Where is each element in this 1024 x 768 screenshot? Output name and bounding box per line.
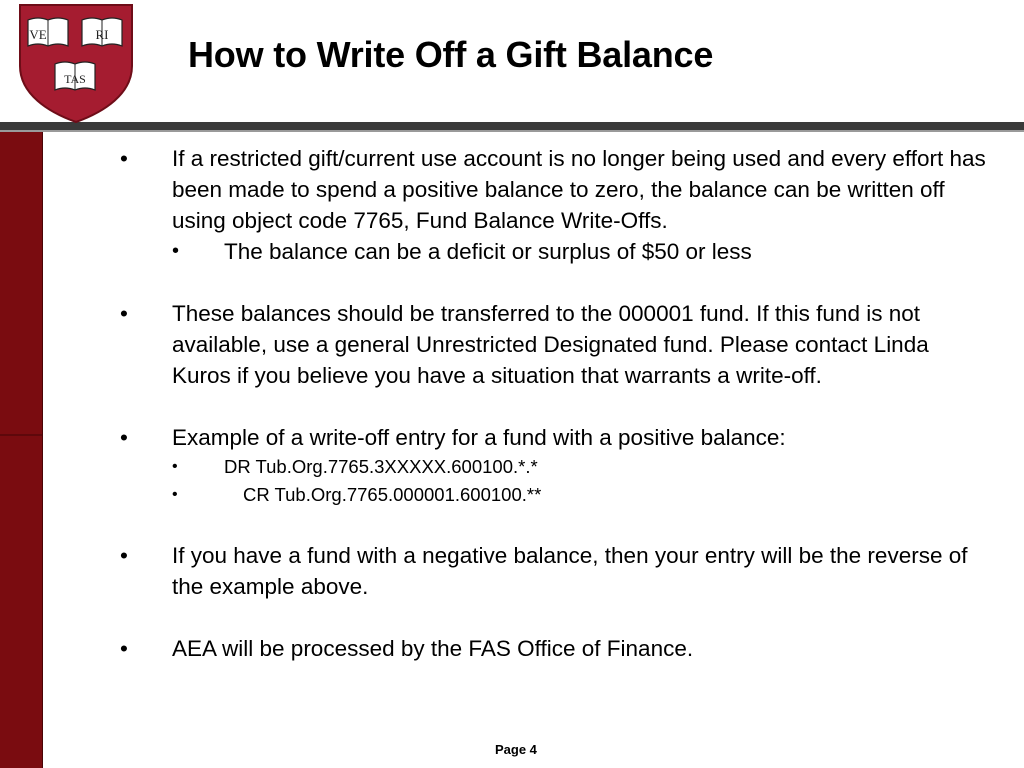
sub-bullet-item [118,236,988,267]
bullet-dot: • [120,146,128,171]
title-rule-shadow [0,130,1024,132]
sub-bullet-text: CR Tub.Org.7765.000001.600100.** [243,484,542,505]
left-sidebar-band [0,124,43,768]
bullet-text: AEA will be processed by the FAS Office of Finance. [172,636,694,661]
spacer [118,602,988,633]
bullet-item [118,298,988,391]
bullet-dot: • [120,543,128,568]
sidebar-seam [0,434,43,436]
bullet-text: If you have a fund with a negative balance, then your entry will be the reverse of the example above. [172,543,968,599]
bullet-item [118,422,988,453]
spacer [118,267,988,298]
sub-bullet-item [118,481,988,509]
page-number: Page 4 [495,742,537,757]
bullet-item [118,143,988,236]
shield-word-2: RI [95,27,109,42]
spacer [118,391,988,422]
sub-bullet-dot: • [172,486,178,503]
bullet-item [118,540,988,602]
sub-bullet-dot: • [172,240,180,262]
bullet-item [118,633,988,664]
shield-word-1: VE [29,27,47,42]
bullet-text: If a restricted gift/current use account is no longer being used and every effort has been made to spend a positive balance to zero, the balance can be written off using object code 7765, Fund Balance Write-Offs. [172,146,986,233]
shield-word-3: TAS [64,72,86,86]
bullet-dot: • [120,301,128,326]
bullet-dot: • [120,636,128,661]
title-rule [0,122,1024,130]
sidebar-edge [42,124,43,768]
bullet-text: These balances should be transferred to the 000001 fund. If this fund is not available, use a general Unrestricted Designated fund. Please contact Linda Kuros if you believe you have a situation that warrants a write-off. [172,301,929,388]
bullet-dot: • [120,425,128,450]
sub-bullet-text: DR Tub.Org.7765.3XXXXX.600100.*.* [224,456,538,477]
sub-bullet-item [118,453,988,481]
bullet-list [118,143,988,664]
sub-bullet-dot: • [172,458,178,475]
bullet-text: Example of a write-off entry for a fund with a positive balance: [172,425,786,450]
harvard-shield-logo [16,2,136,124]
shield-icon [16,2,136,124]
sub-bullet-text: The balance can be a deficit or surplus of $50 or less [224,239,752,264]
slide-title: How to Write Off a Gift Balance [188,34,714,75]
spacer [118,509,988,540]
